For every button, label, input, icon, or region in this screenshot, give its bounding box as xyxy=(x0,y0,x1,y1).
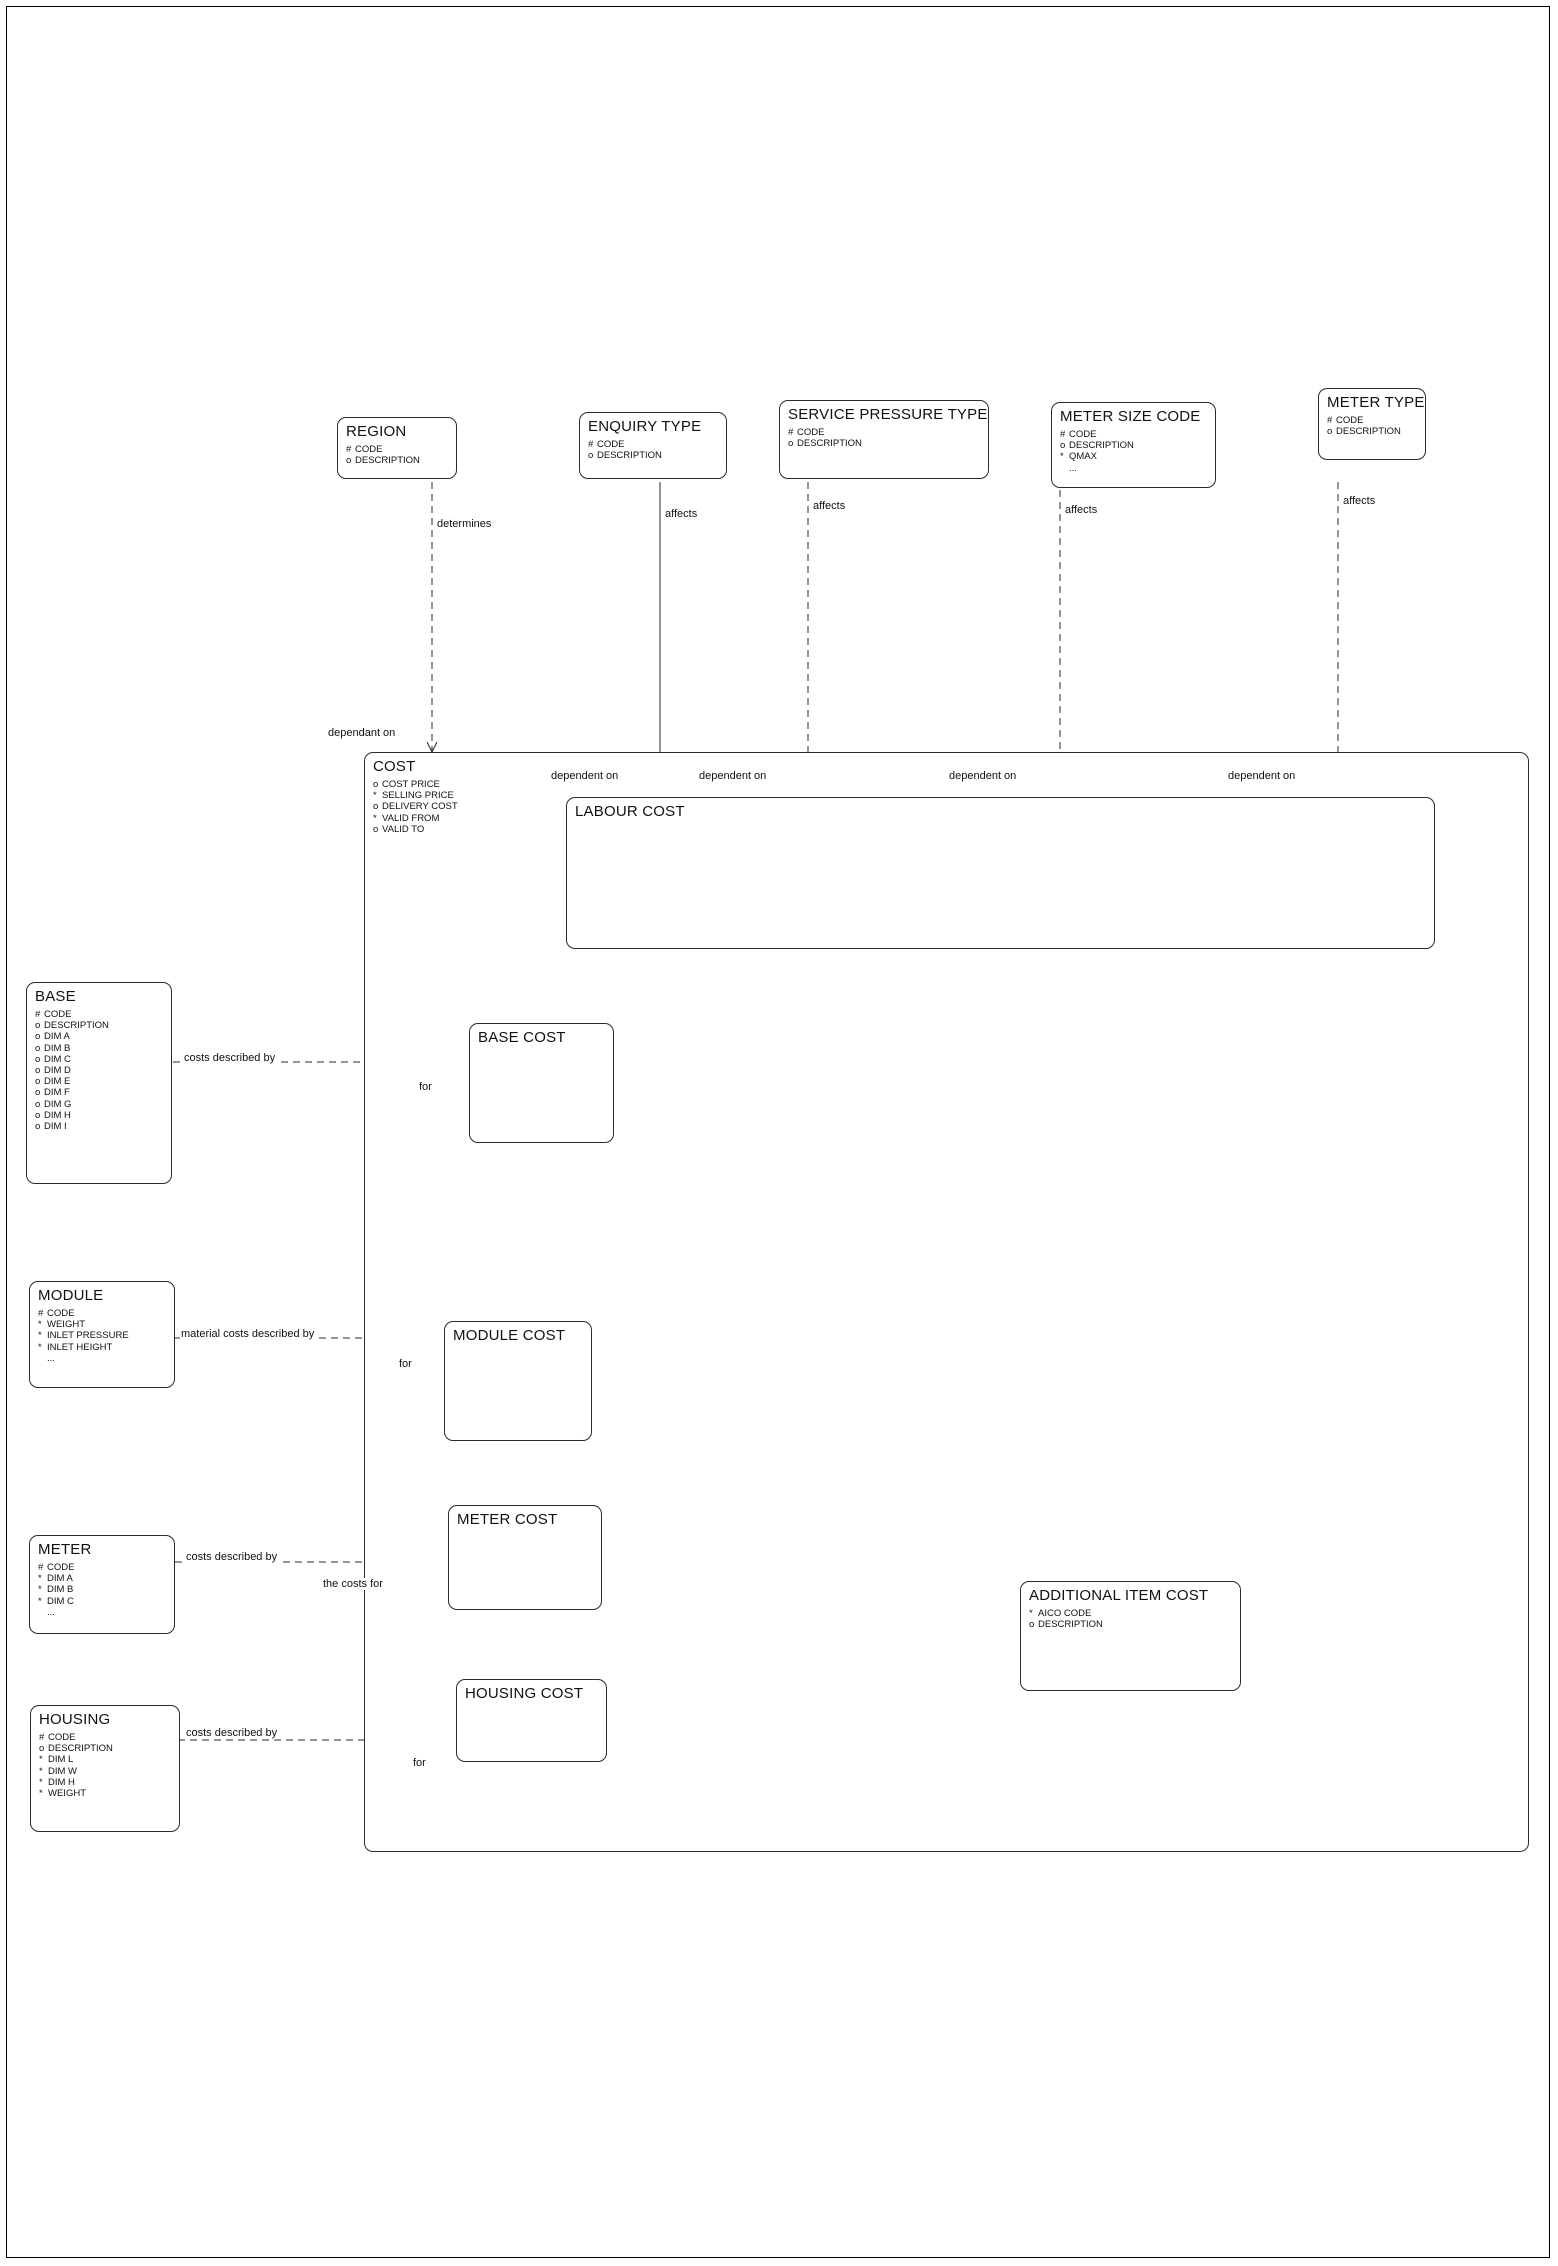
attr-text: DIM E xyxy=(44,1076,71,1088)
label-affects-service-pressure: affects xyxy=(813,500,846,512)
attr-mark: * xyxy=(1029,1608,1033,1619)
attr-text: DIM D xyxy=(44,1065,71,1077)
entity-base-cost-name: BASE COST xyxy=(478,1029,566,1046)
label-dependant-on: dependant on xyxy=(328,727,396,739)
entity-housing[interactable] xyxy=(30,1705,180,1832)
attr-mark: * xyxy=(39,1765,43,1777)
attr-text: DIM H xyxy=(44,1109,71,1121)
attr-mark: # xyxy=(38,1562,44,1573)
attr-text: DELIVERY COST xyxy=(382,801,458,813)
attr-text: DIM G xyxy=(44,1098,72,1110)
attr-mark: o xyxy=(588,450,594,462)
attr-mark: # xyxy=(38,1308,44,1319)
attr-text: COST PRICE xyxy=(382,779,440,790)
attr-text: CODE xyxy=(48,1732,76,1743)
entity-base-cost[interactable] xyxy=(469,1023,614,1143)
attr-text: DIM W xyxy=(48,1765,78,1777)
entity-meter-name: METER xyxy=(38,1541,92,1558)
attr-text: INLET PRESSURE xyxy=(47,1330,129,1342)
entity-meter-cost-name: METER COST xyxy=(457,1511,558,1528)
label-base-costs-described-by: costs described by xyxy=(184,1052,276,1064)
attr-text: DIM L xyxy=(48,1754,74,1766)
label-dependent-on-3: dependent on xyxy=(949,770,1017,782)
attr-mark: o xyxy=(35,1053,41,1065)
entity-base[interactable] xyxy=(26,982,172,1184)
attr-mark: o xyxy=(35,1020,41,1032)
entity-base-attributes xyxy=(35,1009,109,1132)
attr-mark: # xyxy=(1060,429,1066,440)
entity-meter[interactable] xyxy=(29,1535,175,1634)
label-housing-for: for xyxy=(413,1757,426,1769)
entity-meter-size-code[interactable] xyxy=(1051,402,1216,488)
label-dependent-on-2: dependent on xyxy=(699,770,767,782)
entity-additional-item-cost-attributes xyxy=(1029,1608,1103,1630)
attr-mark: # xyxy=(35,1009,41,1020)
entity-region-attributes xyxy=(346,444,420,466)
attr-text: VALID FROM xyxy=(382,812,440,824)
entity-additional-item-cost[interactable] xyxy=(1020,1581,1241,1691)
attr-mark: o xyxy=(788,438,794,450)
entity-cost-attributes xyxy=(373,779,458,835)
attr-text: QMAX xyxy=(1069,451,1097,463)
attr-text: DIM C xyxy=(44,1053,71,1065)
attr-text: DESCRIPTION xyxy=(797,438,862,450)
attr-text: AICO CODE xyxy=(1038,1608,1092,1619)
attr-mark: * xyxy=(38,1319,42,1331)
attr-text: ... xyxy=(47,1606,55,1618)
entity-labour-cost-name: LABOUR COST xyxy=(575,803,685,820)
attr-text: DIM A xyxy=(47,1573,73,1585)
attr-mark: * xyxy=(373,812,377,824)
attr-text: DESCRIPTION xyxy=(1336,426,1401,438)
entity-service-pressure-type-attributes xyxy=(788,427,862,449)
label-meter-the-costs-for: the costs for xyxy=(323,1578,383,1590)
entity-meter-size-code-name: METER SIZE CODE xyxy=(1060,408,1201,425)
attr-mark: * xyxy=(38,1341,42,1353)
attr-mark: * xyxy=(38,1584,42,1596)
entity-additional-item-cost-name: ADDITIONAL ITEM COST xyxy=(1029,1587,1209,1604)
attr-mark: # xyxy=(1327,415,1333,426)
attr-mark: # xyxy=(39,1732,45,1743)
attr-mark: * xyxy=(1060,451,1064,463)
attr-text: DIM C xyxy=(47,1595,74,1607)
attr-mark: o xyxy=(1327,426,1333,438)
entity-meter-attributes xyxy=(38,1562,74,1618)
attr-mark: o xyxy=(35,1031,41,1043)
entity-base-name: BASE xyxy=(35,988,76,1005)
attr-mark: o xyxy=(35,1109,41,1121)
entity-labour-cost[interactable] xyxy=(566,797,1435,949)
entity-module-cost[interactable] xyxy=(444,1321,592,1441)
attr-mark: o xyxy=(35,1087,41,1099)
attr-text: VALID TO xyxy=(382,823,425,835)
label-module-for: for xyxy=(399,1358,412,1370)
entity-housing-cost[interactable] xyxy=(456,1679,607,1762)
attr-mark: # xyxy=(588,439,594,450)
entity-module-name: MODULE xyxy=(38,1287,104,1304)
label-dependent-on-4: dependent on xyxy=(1228,770,1296,782)
attr-mark: o xyxy=(1060,440,1066,452)
label-determines: determines xyxy=(437,518,492,530)
attr-text: DESCRIPTION xyxy=(597,450,662,462)
attr-text: ... xyxy=(47,1352,55,1364)
attr-text: INLET HEIGHT xyxy=(47,1341,113,1353)
attr-mark: # xyxy=(788,427,794,438)
attr-text: DESCRIPTION xyxy=(355,455,420,467)
label-housing-costs-described-by: costs described by xyxy=(186,1727,278,1739)
entity-service-pressure-type[interactable] xyxy=(779,400,989,479)
label-affects-enquiry: affects xyxy=(665,508,698,520)
entity-enquiry-type-name: ENQUIRY TYPE xyxy=(588,418,702,435)
attr-mark: o xyxy=(1029,1619,1035,1631)
attr-mark: o xyxy=(35,1042,41,1054)
attr-mark: * xyxy=(38,1330,42,1342)
entity-housing-name: HOUSING xyxy=(39,1711,111,1728)
attr-mark: # xyxy=(346,444,352,455)
entity-region[interactable] xyxy=(337,417,457,479)
entity-enquiry-type[interactable] xyxy=(579,412,727,479)
attr-mark: o xyxy=(39,1743,45,1755)
attr-text: CODE xyxy=(355,444,383,455)
attr-text: CODE xyxy=(1069,429,1097,440)
attr-mark: o xyxy=(35,1098,41,1110)
label-affects-meter-size: affects xyxy=(1065,504,1098,516)
attr-text: DESCRIPTION xyxy=(1038,1619,1103,1631)
attr-text: DIM F xyxy=(44,1087,70,1099)
label-meter-costs-described-by: costs described by xyxy=(186,1551,278,1563)
entity-module[interactable] xyxy=(29,1281,175,1388)
attr-mark: * xyxy=(39,1754,43,1766)
attr-text: DESCRIPTION xyxy=(48,1743,113,1755)
attr-text: DIM H xyxy=(48,1776,75,1788)
attr-mark: o xyxy=(373,823,379,835)
attr-text: WEIGHT xyxy=(47,1319,85,1331)
attr-mark: * xyxy=(39,1776,43,1788)
attr-text: ... xyxy=(1069,462,1077,474)
attr-text: CODE xyxy=(47,1562,75,1573)
label-dependent-on-1: dependent on xyxy=(551,770,619,782)
attr-text: CODE xyxy=(1336,415,1364,426)
attr-text: SELLING PRICE xyxy=(382,790,454,802)
entity-housing-attributes xyxy=(39,1732,113,1799)
entity-cost-name: COST xyxy=(373,758,416,775)
entity-meter-type-name: METER TYPE xyxy=(1327,394,1425,411)
entity-region-name: REGION xyxy=(346,423,407,440)
entity-meter-type[interactable] xyxy=(1318,388,1426,460)
attr-text: CODE xyxy=(797,427,825,438)
attr-text: WEIGHT xyxy=(48,1788,86,1800)
entity-housing-cost-name: HOUSING COST xyxy=(465,1685,584,1702)
attr-text: DIM I xyxy=(44,1121,67,1133)
attr-mark: o xyxy=(373,779,379,790)
attr-mark: o xyxy=(35,1065,41,1077)
attr-text: DIM B xyxy=(47,1584,74,1596)
attr-text: CODE xyxy=(44,1009,72,1020)
attr-text: DESCRIPTION xyxy=(1069,440,1134,452)
entity-meter-size-code-attributes xyxy=(1060,429,1134,474)
attr-text: DESCRIPTION xyxy=(44,1020,109,1032)
entity-meter-cost[interactable] xyxy=(448,1505,602,1610)
label-base-for: for xyxy=(419,1081,432,1093)
attr-mark: * xyxy=(373,790,377,802)
attr-text: CODE xyxy=(597,439,625,450)
entity-enquiry-type-attributes xyxy=(588,439,662,461)
attr-mark: o xyxy=(373,801,379,813)
attr-mark: * xyxy=(38,1573,42,1585)
entity-meter-type-attributes xyxy=(1327,415,1401,437)
label-module-material-costs-described-by: material costs described by xyxy=(181,1328,315,1340)
entity-module-attributes xyxy=(38,1308,129,1364)
entity-module-cost-name: MODULE COST xyxy=(453,1327,566,1344)
entity-service-pressure-type-name: SERVICE PRESSURE TYPE xyxy=(788,406,988,423)
attr-text: DIM A xyxy=(44,1031,70,1043)
attr-mark: o xyxy=(346,455,352,467)
attr-mark: * xyxy=(38,1595,42,1607)
attr-mark: o xyxy=(35,1076,41,1088)
attr-mark: o xyxy=(35,1121,41,1133)
attr-text: CODE xyxy=(47,1308,75,1319)
attr-text: DIM B xyxy=(44,1042,71,1054)
attr-mark: * xyxy=(39,1788,43,1800)
label-affects-meter-type: affects xyxy=(1343,495,1376,507)
